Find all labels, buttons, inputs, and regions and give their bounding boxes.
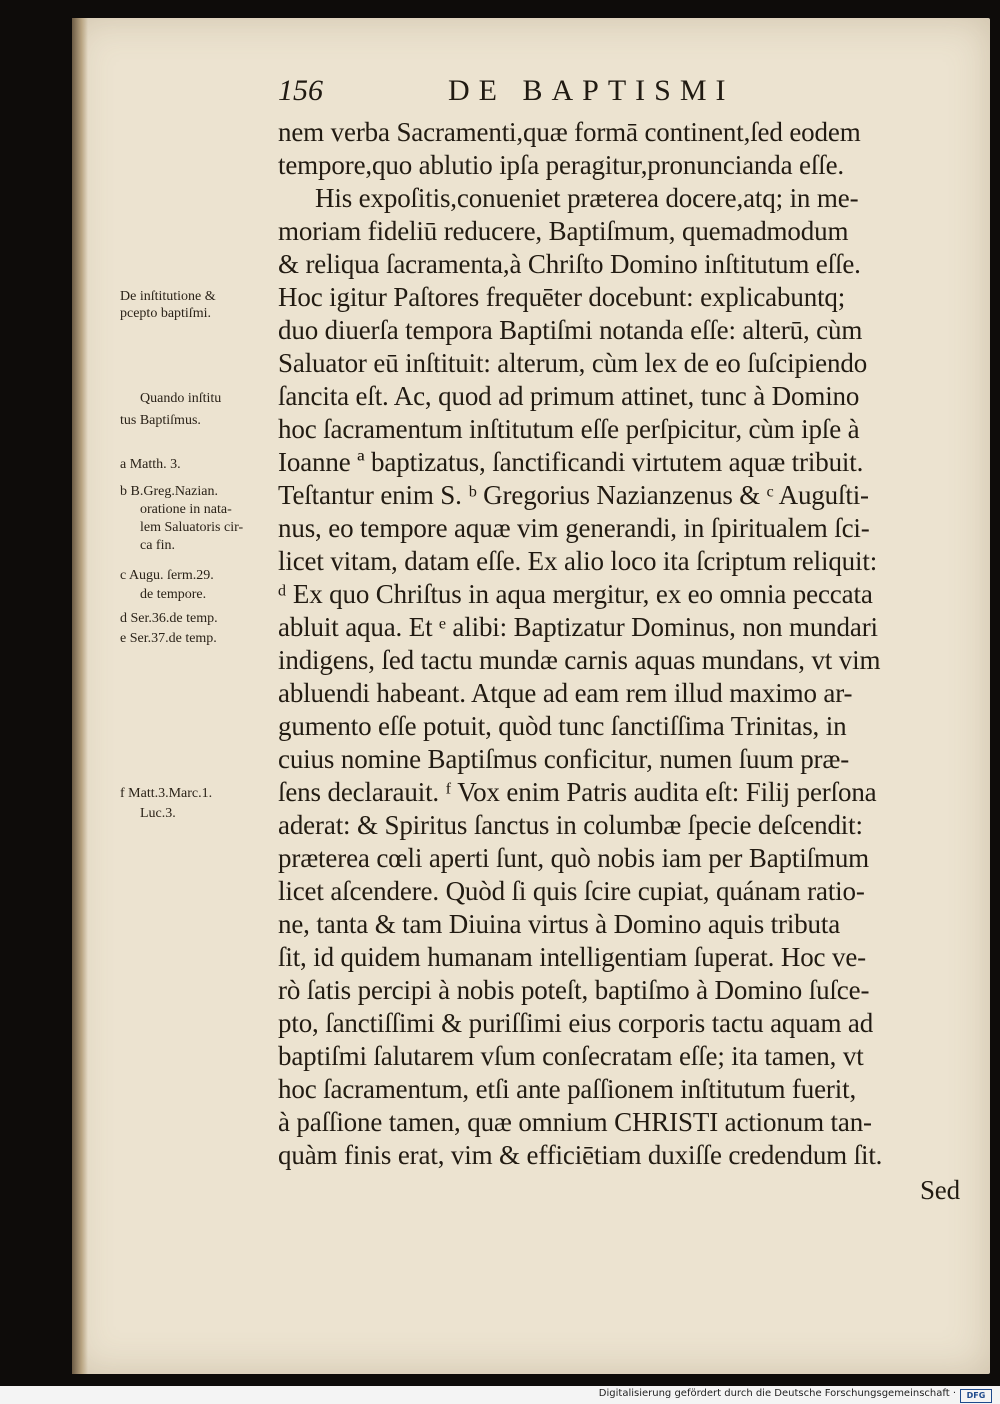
text-line: ne, tanta & tam Diuina virtus à Domino aquis tributa bbox=[278, 909, 841, 939]
text-line: aderat: & Spiritus ſanctus in columbæ ſpecie deſcendit: bbox=[278, 810, 863, 840]
text-line: ᵈ Ex quo Chriſtus in aqua mergitur, ex eo omnia peccata bbox=[278, 579, 873, 609]
marginal-note: a Matth. 3. bbox=[120, 457, 181, 472]
marginal-note: lem Saluatoris cir- bbox=[140, 520, 244, 535]
marginal-note: c Augu. ſerm.29. bbox=[120, 568, 214, 583]
text-line: hoc ſacramentum, etſi ante paſſionem inſtitutum fuerit, bbox=[278, 1074, 857, 1104]
text-line: indigens, ſed tactu mundæ carnis aquas mundans, vt vim bbox=[278, 645, 881, 675]
text-line: abluit aqua. Et ᵉ alibi: Baptizatur Dominus, non mundari bbox=[278, 612, 878, 642]
running-head bbox=[278, 74, 968, 114]
marginal-note: ca fin. bbox=[140, 538, 175, 553]
marginal-note: d Ser.36.de temp. bbox=[120, 611, 218, 626]
text-line: licet vitam, datam eſſe. Ex alio loco ita ſcriptum reliquit: bbox=[278, 546, 878, 576]
text-line: à paſſione tamen, quæ omnium CHRISTI actionum tan- bbox=[278, 1107, 872, 1137]
marginal-note: de tempore. bbox=[140, 587, 207, 602]
text-line: nem verba Sacramenti,quæ formā continent,ſed eodem bbox=[278, 117, 861, 147]
text-line: hoc ſacramentum inſtitutum eſſe perſpicitur, cùm ipſe à bbox=[278, 414, 860, 444]
text-line: baptiſmi ſalutarem vſum conſecratam eſſe; ita tamen, vt bbox=[278, 1041, 864, 1071]
text-line: Saluator eū inſtituit: alterum, cùm lex de eo ſuſcipiendo bbox=[278, 348, 868, 378]
text-line: rò ſatis percipi à nobis poteſt, baptiſmo à Domino ſuſce- bbox=[278, 975, 870, 1005]
text-line: Hoc igitur Paſtores frequēter docebunt: explicabuntq; bbox=[278, 282, 846, 312]
text-line: ſancita eſt. Ac, quod ad primum attinet, tunc à Domino bbox=[278, 381, 860, 411]
text-line: & reliqua ſacramenta,à Chriſto Domino inſtitutum eſſe. bbox=[278, 249, 861, 279]
marginal-note: Quando inſtitu bbox=[140, 391, 222, 406]
marginal-note: tus Baptiſmus. bbox=[120, 413, 201, 428]
marginal-note: De inſtitutione & bbox=[120, 289, 216, 304]
text-line: ſens declarauit. ᶠ Vox enim Patris audita eſt: Filij perſona bbox=[278, 777, 877, 807]
text-line: pto, ſanctiſſimi & puriſſimi eius corporis tactu aquam ad bbox=[278, 1008, 874, 1038]
footer-bar bbox=[0, 1386, 1000, 1404]
text-line: abluendi habeant. Atque ad eam rem illud maximo ar- bbox=[278, 678, 853, 708]
text-line: cuius nomine Baptiſmus conficitur, numen ſuum præ- bbox=[278, 744, 850, 774]
text-line: duo diuerſa tempora Baptiſmi notanda eſſe: alterū, cùm bbox=[278, 315, 863, 345]
text-line: nus, eo tempore aquæ vim generandi, in ſpiritualem ſci- bbox=[278, 513, 870, 543]
text-line: Teſtantur enim S. ᵇ Gregorius Nazianzenus & ᶜ Auguſti- bbox=[278, 480, 869, 510]
marginal-note: Luc.3. bbox=[140, 806, 176, 821]
marginal-note: e Ser.37.de temp. bbox=[120, 631, 217, 646]
marginal-note: pcepto baptiſmi. bbox=[120, 306, 211, 321]
text-line: licet aſcendere. Quòd ſi quis ſcire cupiat, quánam ratio- bbox=[278, 876, 865, 906]
running-title: DE BAPTISMI bbox=[448, 74, 735, 107]
text-line: quàm finis erat, vim & efficiētiam duxiſſe credendum ſit. bbox=[278, 1140, 883, 1170]
dfg-logo: DFG bbox=[960, 1389, 992, 1403]
text-line: Ioanne ª baptizatus, ſanctificandi virtutem aquæ tribuit. bbox=[278, 447, 864, 477]
text-line: præterea cœli aperti ſunt, quò nobis iam per Baptiſmum bbox=[278, 843, 870, 873]
page-gutter-shadow bbox=[72, 18, 88, 1374]
text-line: His expoſitis,conueniet præterea docere,atq; in me- bbox=[315, 183, 859, 213]
text-line: moriam fideliū reducere, Baptiſmum, quemadmodum bbox=[278, 216, 849, 246]
marginal-note: f Matt.3.Marc.1. bbox=[120, 786, 213, 801]
text-line: ſit, id quidem humanam intelligentiam ſuperat. Hoc ve- bbox=[278, 942, 866, 972]
marginal-note: oratione in nata- bbox=[140, 502, 232, 517]
text-line: tempore,quo ablutio ipſa peragitur,pronuncianda eſſe. bbox=[278, 150, 845, 180]
catchword: Sed bbox=[919, 1175, 960, 1205]
text-line: gumento eſſe potuit, quòd tunc ſanctiſſima Trinitas, in bbox=[278, 711, 847, 741]
marginal-note: b B.Greg.Nazian. bbox=[120, 484, 218, 499]
footer-credit: Digitalisierung gefördert durch die Deutsche Forschungsgemeinschaft · bbox=[598, 1388, 956, 1399]
page-number: 156 bbox=[278, 74, 323, 107]
